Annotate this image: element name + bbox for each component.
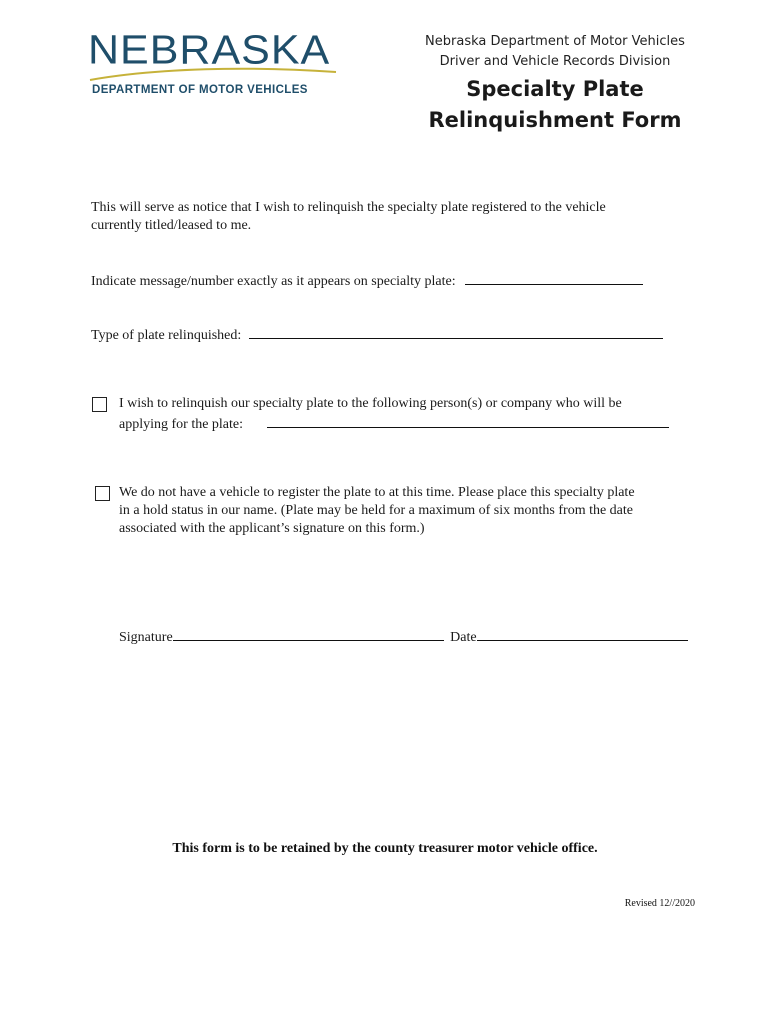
revision-date: Revised 12//2020 (624, 898, 695, 909)
plate-type-row (91, 324, 663, 345)
agency-name: Nebraska Department of Motor Vehicles (425, 34, 685, 49)
plate-message-label: Indicate message/number exactly as it appears on specialty plate: (91, 274, 456, 289)
date-label: Date (450, 630, 477, 645)
plate-type-label: Type of plate relinquished: (91, 328, 242, 343)
logo-wordmark: NEBRASKA (88, 27, 331, 73)
intro-line-1: This will serve as notice that I wish to relinquish the specialty plate registered to the vehicle (91, 200, 606, 215)
hold-line-1: We do not have a vehicle to register the plate to at this time. Please place this specialty plate (119, 485, 635, 500)
transfer-checkbox[interactable] (92, 397, 107, 412)
hold-line-2: in a hold status in our name. (Plate may be held for a maximum of six months from the date (119, 503, 634, 518)
logo-subtitle: DEPARTMENT OF MOTOR VEHICLES (92, 84, 308, 96)
plate-type-input[interactable] (249, 324, 663, 339)
plate-message-row (91, 270, 643, 291)
hold-option-text (119, 484, 719, 538)
retention-note: This form is to be retained by the county treasurer motor vehicle office. (172, 841, 598, 856)
intro-line-2: currently titled/leased to me. (91, 218, 252, 233)
signature-label: Signature (119, 630, 173, 645)
transfer-line-2: applying for the plate: (119, 417, 244, 432)
date-input[interactable] (477, 626, 688, 641)
transferee-input[interactable] (267, 413, 669, 428)
logo-swoosh-icon (88, 64, 338, 84)
nebraska-dmv-logo (88, 27, 338, 102)
hold-checkbox[interactable] (95, 486, 110, 501)
hold-line-3: associated with the applicant’s signature on this form.) (119, 521, 425, 536)
transfer-option-text (119, 395, 699, 434)
signature-row (119, 626, 688, 647)
transfer-line-1: I wish to relinquish our specialty plate to the following person(s) or company who will be (119, 396, 622, 411)
signature-input[interactable] (173, 626, 444, 641)
form-title: Specialty Plate Relinquishment Form (428, 77, 682, 132)
intro-text (91, 199, 691, 235)
plate-message-input[interactable] (465, 270, 643, 285)
division-name: Driver and Vehicle Records Division (439, 54, 671, 69)
